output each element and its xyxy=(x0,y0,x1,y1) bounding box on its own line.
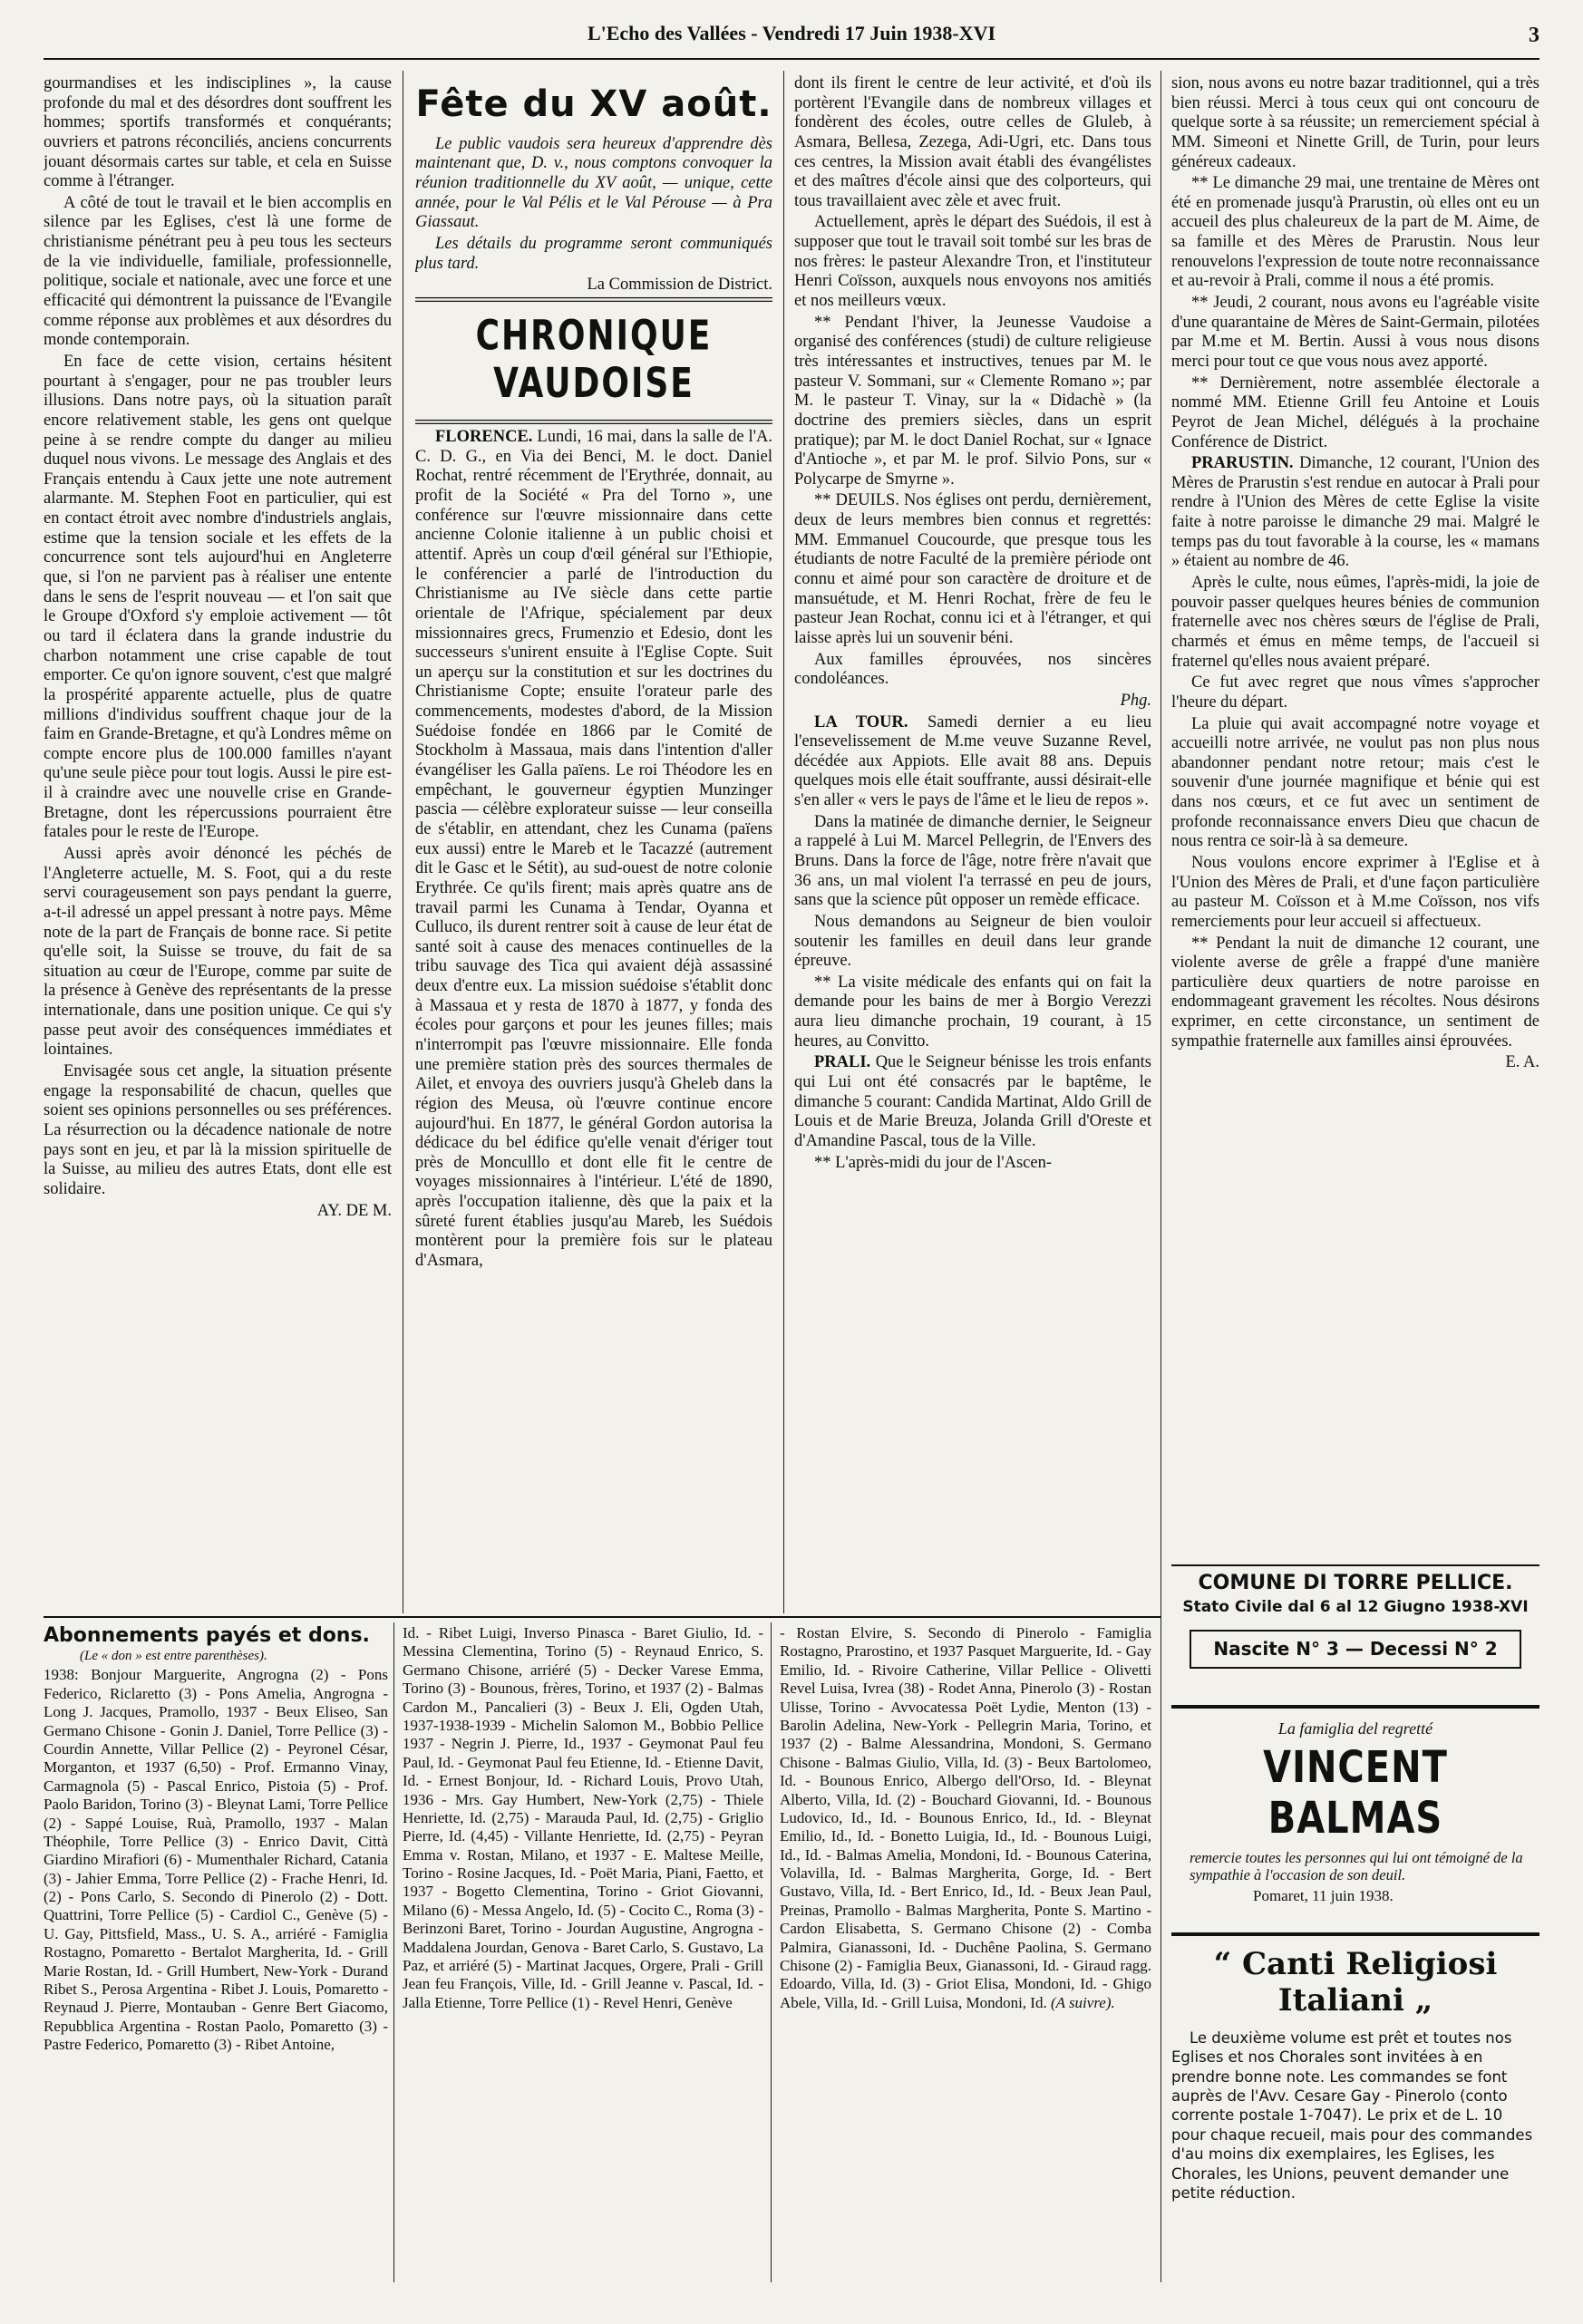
famiglia-line: La famiglia del regretté xyxy=(1277,1719,1433,1738)
paragraph: ** DEUILS. Nos églises ont perdu, dernièrement, deux de leurs membres bien connus et regrettés: MM. Emmanuel Coucourde, que presque tous les étudiants de notre Faculté de la première période ont connu et aimé pour son caractère de droiture et de mansuétude, et M. Henri Rochat, frère de feu le pasteur Jean Rochat, connu ici et à l'étranger, et qui laisse après lui un souvenir béni. xyxy=(794,491,1151,647)
signature: AY. DE M. xyxy=(316,1201,392,1220)
prarustin-paragraph xyxy=(1171,454,1539,572)
paragraph: A côté de tout le travail et le bien accomplis en silence par les Eglises, c'est là une forme de christianisme pénétrant peu à peu tous les secteurs de la vie individuelle, familiale, professionnelle, politique, sociale et nationale, avec une force et une efficacité qui démontrent la puissance de l'Evangile comme réponse aux problèmes et aux désordres du monde contemporain. xyxy=(44,193,392,350)
signature: E. A. xyxy=(1505,1053,1539,1072)
section-divider xyxy=(44,1616,1161,1618)
paragraph: Aussi après avoir dénoncé les péchés de l'Angleterre actuelle, M. S. Foot, qui a du reste servi courageusement son pays pendant la guerre, a-t-il adressé un appel pressant à notre pays. Même note de la part de Français de bonne race. Si petite qu'elle soit, la Suisse se trouve, du fait de sa situation au cœur de l'Europe, comme par suite de la présence à Genève des représentants de la presse internationale, dans une position unique. Ce qui s'y passe peut avoir des conséquences immédiates et lointaines. xyxy=(44,844,392,1060)
right-lower-boxes xyxy=(1171,1564,1539,2299)
prarustin-heading: PRARUSTIN. xyxy=(1191,454,1294,473)
abonnements-subtitle: (Le « don » est entre parenthèses). xyxy=(80,1649,267,1664)
prali-paragraph xyxy=(794,1053,1151,1151)
paragraph: Actuellement, après le départ des Suédois, il est à supposer que tout le travail soit tombé sur les bras de nos frères: le pasteur Alexandre Tron, et l'instituteur Henri Coïsson, auxquels nous envoyons nos amitiés et nos meilleurs vœux. xyxy=(794,213,1151,311)
fete-signature: La Commission de District. xyxy=(587,276,772,295)
paragraph: ** Dernièrement, notre assemblée électorale a nommé MM. Etienne Grill feu Antoine et Louis Peyrot de Jean Michel, délégués à la prochaine Conférence de District. xyxy=(1171,373,1539,451)
paragraph: Envisagée sous cet angle, la situation présente engage la responsabilité de chacun, quelles que soient ses opinions personnelles ou ses préférences. La résurrection ou la décadence nationale de notre pays sont en jeu, et par là la mission spirituelle de la Suisse, au milieu des autres Etats, dont elle est solidaire. xyxy=(44,1062,392,1198)
column-rule xyxy=(783,71,784,1613)
canti-text: Le deuxième volume est prêt et toutes nos Eglises et nos Chorales sont invitées à en prendre bonne note. Les commandes se font auprès de l'Avv. Cesare Gay - Pinerolo (conto corrente postale 1-7047). Le prix et de L. 10 pour chaque recueil, mais pour des commandes d'au moins dix exemplaires, les Eglises, les Chorales, les Unions, peuvent demander une petite réduction. xyxy=(1171,2029,1533,2203)
paragraph: dont ils firent le centre de leur activité, et d'où ils portèrent l'Evangile dans de nombreux villages et fondèrent des écoles, outre celles de Gluleb, à Asmara, Bellesa, Zezega, Adi-Ugri, etc. Dans tous ces centres, la Mission avait établi des évangélistes et des maîtres d'école ainsi que des colporteurs, qui tous travaillaient avec zèle et avec fruit. xyxy=(794,74,1151,210)
latour-paragraph xyxy=(794,713,1151,811)
abonnements-list: 1938: Bonjour Marguerite, Angrogna (2) - Pons Federico, Riclaretto (3) - Pons Amelia, Angrogna - Long J. Jacques, Pramollo, 1937 - Beux Eliseo, San Germano Chisone - Gonin J. Daniel, Torre Pellice (3) - Courdin Annette, Villar Pellice (2) - Peyronel César, Morganton, et 1937 (6,50) - Prof. Ermanno Vinay, Carmagnola (5) - Pascal Enrico, Pistoia (5) - Prof. Paolo Baridon, Torino (3) - Bleynat Lami, Torre Pellice (2) - Sappé Louise, Ruà, Pramollo, 1937 - Malan Théophile, Torre Pellice (3) - Enrico Davit, Città Giardino Mirafiori (6) - Mumenthaler Richard, Catania (3) - Jahier Emma, Torre Pellice (2) - Frache Henri, Id. (2) - Pons Carlo, S. Secondo di Pinerolo (2) - Dott. Quattrini, Torre Pellice (5) - Cardiol C., Genève (5) - U. Gay, Pittsfield, Mass., U. S. A., arriéré - Famiglia Rostagno, Pomaretto - Bertalot Margherita, Id. - Grill Marie Rostan, Id. - Grill Humbert, New-York - Durand Ribet S., Perosa Argentina - Ribet J. Louis, Pomaretto - Reynaud J. Pierre, Montauban - Genre Bert Giacomo, Repubblica Argentina - Rostan Paolo, Pomaretto (3) - Pastre Federico, Pomaretto (3) - Ribet Antoine, xyxy=(44,1666,388,2054)
abonnements-col-3 xyxy=(780,1624,1151,2282)
comune-subtitle: Stato Civile dal 6 al 12 Giugno 1938-XVI xyxy=(1182,1597,1529,1616)
page-number: 3 xyxy=(1529,24,1539,47)
florence-heading: FLORENCE. xyxy=(435,428,533,447)
florence-paragraph xyxy=(415,428,772,1272)
paragraph: Ce fut avec regret que nous vîmes s'approcher l'heure du départ. xyxy=(1171,673,1539,712)
famiglia-desc: remercie toutes les personnes qui lui ont témoigné de la sympathie à l'occasion de son deuil. xyxy=(1190,1848,1523,1883)
column-2 xyxy=(415,74,772,1615)
abonnements-col-2 xyxy=(403,1624,763,2282)
canti-title: “ Canti Religiosi Italiani „ xyxy=(1213,1946,1498,2019)
fete-text-2: Les détails du programme seront communiqués plus tard. xyxy=(415,235,772,273)
comune-box xyxy=(1171,1564,1539,1669)
column-3 xyxy=(794,74,1151,1615)
paragraph: gourmandises et les indisciplines », la cause profonde du mal et des désordres dont souffrent les hommes; sportifs transformés et conquérants; ouvriers et patrons réconciliés, anciens concurrents jouant désormais cartes sur table, et cela en Suisse comme à l'étranger. xyxy=(44,74,392,191)
masthead-title: L'Echo des Vallées - Vendredi 17 Juin 1938-XVI xyxy=(587,22,996,44)
masthead xyxy=(44,22,1539,60)
abonnements-col-1 xyxy=(44,1624,388,2282)
paragraph: ** Pendant l'hiver, la Jeunesse Vaudoise a organisé des conférences (studi) de culture religieuse très intéressantes et instructives, tenues par M. le pasteur V. Sommani, sur « Clemente Romano »; par M. le pasteur T. Vinay, sur la « Didachè » (la doctrine des premiers siècles, dans un esprit pratique); par M. le doct Daniel Rochat, sur « Ignace d'Antioche », et par M. le prof. Silvio Pons, sur « Polycarpe de Smyrne ». xyxy=(794,313,1151,489)
abonnements-title: Abonnements payés et dons. xyxy=(44,1624,370,1647)
paragraph: ** Jeudi, 2 courant, nous avons eu l'agréable visite d'une quarantaine de Mères de Saint-Germain, pilotées par M.me et M. Bertin. Aussi à vous nous disons merci pour tout ce que vous nous avez apporté. xyxy=(1171,294,1539,371)
latour-heading: LA TOUR. xyxy=(814,712,908,731)
paragraph: En face de cette vision, certains hésitent pourtant à s'engager, pour ne pas troubler leurs illusions. Dans notre pays, où la situation paraît encore relativement stable, les gens ont quelque peine à se rendre compte du danger au milieu duquel nous vivons. Le message des Anglais et des Français entendu à Caux jette une note autrement alarmante. M. Stephen Foot en particulier, qui est en contact étroit avec nombre d'industriels anglais, estime que la tension sociale et les effets de la concurrence sont tels aujourd'hui en Angleterre que, si l'on ne parvient pas à réaliser une entente dans le sens de l'esprit nouveau — et l'on sait que le Groupe d'Oxford s'y emploie activement — tôt ou tard il éclatera dans la grande industrie du charbon notamment une crise capable de tout emporter. Ce qu'on ignore souvent, c'est que malgré la prospérité apparente actuelle, plus de quatre millions d'individus souffrent chaque jour de la faim en Grande-Bretagne, et qu'à Londres même on compte encore plus de 100.000 familles n'ayant qu'une seule pièce pour tout logis. Aussi le pire est-il à craindre avec une nouvelle crise en Grande-Bretagne, dont les répercussions pourraient être fatales pour le reste de l'Europe. xyxy=(44,352,392,842)
paragraph: Dans la matinée de dimanche dernier, le Seigneur a rappelé à Lui M. Marcel Pellegrin, de l'Envers des Bruns. Dans la force de l'âge, notre frère n'avait que 36 ans, un mal violent l'a terrassé en peu de jours, sans que la science pût opposer un remède efficace. xyxy=(794,812,1151,910)
prarustin-text: Dimanche, 12 courant, l'Union des Mères de Prarustin s'est rendue en autocar à Prali pour rendre à l'Union des Mères de cette Eglise la visite faite à notre paroisse le dimanche 29 mai. Malgré le temps pas du tout favorable à la course, les « mamans » étaient au nombre de 46. xyxy=(1171,454,1539,571)
famiglia-notice xyxy=(1171,1705,1539,1905)
prali-text: Que le Seigneur bénisse les trois enfants qui Lui ont été consacrés par le baptême, le dimanche 5 courant: Candida Martinat, Aldo Grill de Louis et de Marie Breuza, Jolanda Grill d'Oreste et d'Amandine Pascal, tous de la Ville. xyxy=(794,1053,1151,1150)
paragraph: Après le culte, nous eûmes, l'après-midi, la joie de pouvoir passer quelques heures bénies de communion fraternelle avec nos chères sœurs de l'église de Prali, charmés et émus en même temps, de l'accueil si fraternel qu'elles nous avaient préparé. xyxy=(1171,574,1539,671)
paragraph: sion, nous avons eu notre bazar traditionnel, qui a très bien réussi. Merci à tous ceux qui ont concouru de quelque sorte à sa réussite; un remerciement spécial à MM. Simeoni et Ninette Grill, de Turin, pour leurs généreux cadeaux. xyxy=(1171,74,1539,171)
column-rule xyxy=(393,1622,394,2282)
abonnements-list-text: - Rostan Elvire, S. Secondo di Pinerolo - Famiglia Rostagno, Prarostino, et 1937 Pasquet Marguerite, Id. - Gay Emilio, Id. - Rivoire Catherine, Villar Pellice - Olivetti Revel Luisa, Ivrea (38) - Rodet Anna, Pinerolo (3) - Rostan Ulisse, Torino - Avvocatessa Poët Lydie, Menton (13) - Barolin Adelina, New-York - Pellegrin Maria, Torino, et 1937 (2) - Balme Alessandrina, Mondoni, S. Germano Chisone - Balmas Giulio, Villa, Id. (3) - Beux Bartolomeo, Id. - Bounous Enrico, Albergo dell'Orso, Id. - Bleynat Alberto, Villa, Id. (2) - Bouchard Giovanni, Id. - Bounous Ludovico, Id., Id. - Bounous Enrico, Id., Id. - Bleynat Emilio, Id., Id. - Bonetto Luigia, Id., Id. - Bounous Luigi, Id., Id. - Balmas Amelia, Mondoni, Id. - Bounous Caterina, Volavilla, Id. - Balmas Margherita, Gorge, Id. - Bert Gustavo, Villa, Id. - Bert Enrico, Id., Id. - Beux Jean Paul, Preinas, Pramollo - Balmas Margherita, Ponte S. Martino - Cardon Elisabetta, S. Germano Chisone (2) - Comba Palmira, Gianassoni, Id. - Duchêne Paolina, S. Germano Chisone (2) - Famiglia Beux, Gianassoni, Id. - Giraud ragg. Edoardo, Villa, Id. (3) - Griot Elisa, Mondoni, Id. - Ghigo Abele, Villa, Id. - Grill Luisa, Mondoni, Id. xyxy=(780,1624,1151,2011)
abonnements-list: Id. - Ribet Luigi, Inverso Pinasca - Baret Giulio, Id. - Messina Clementina, Torino (5) - Reynaud Enrico, S. Germano Chisone, arriéré (5) - Decker Varese Emma, Torino (3) - Bounous, frères, Torino, et 1937 (2) - Balmas Cardon M., Pancalieri (3) - Beux J. Eli, Ogden Utah, 1937-1938-1939 - Michelin Salomon M., Bobbio Pellice 1937 - Negrin J. Pierre, Id., 1937 - Geymonat Paul feu Paul, Id. - Geymonat Paul feu Etienne, Id. - Etienne Davit, Id. - Ernest Bonjour, Id. - Richard Louis, Provo Utah, 1936 - Mrs. Gay Humbert, New-York (2,75) - Thiele Henriette, Id. (2,75) - Marauda Paul, Id. (2,75) - Griglio Pierre, Id. (4,45) - Villante Henriette, Id. (2,75) - Peyran Emma v. Rostan, Milano, et 1937 - E. Maltese Meille, Torino - Rosine Jacques, Id. - Poët Maria, Piani, Faetto, et 1937 - Bogetto Clementina, Torino - Griot Giovanni, Milano (6) - Messa Angelo, Id. (5) - Cocito C., Roma (3) - Berinzoni Baret, Torino - Jourdan Augustine, Angrogna - Maddalena Jourdan, Genova - Baret Carlo, S. Gustavo, La Paz, et arriéré (5) - Martinat Jacques, Orgere, Prali - Grill Jean feu François, Ville, Id. - Grill Jeanne v. Pascal, Id. - Jalla Etienne, Torre Pellice (1) - Revel Henri, Genève xyxy=(403,1624,763,2011)
column-4 xyxy=(1171,74,1539,1561)
nascite-decessi: Nascite N° 3 — Decessi N° 2 xyxy=(1190,1630,1521,1669)
canti-notice xyxy=(1171,1932,1539,2203)
famiglia-name: VINCENT BALMAS xyxy=(1263,1742,1448,1845)
paragraph: Nous demandons au Seigneur de bien vouloir soutenir les familles en deuil dans leur grande épreuve. xyxy=(794,912,1151,971)
prali-heading: PRALI. xyxy=(814,1053,871,1072)
paragraph: Nous voulons encore exprimer à l'Eglise et à l'Union des Mères de Prali, et d'une façon particulière au pasteur M. Coïsson et à M.me Coïsson, nos vifs remerciements pour leur accueil si affectueux. xyxy=(1171,853,1539,931)
chronique-title: CHRONIQUE VAUDOISE xyxy=(415,297,772,424)
paragraph: ** La visite médicale des enfants qui on fait la demande pour les bains de mer à Borgio Verezzi aura lieu dimanche prochain, 19 courant, à 15 heures, au Convitto. xyxy=(794,973,1151,1051)
fete-title: Fête du XV août. xyxy=(415,83,772,125)
paragraph: ** Le dimanche 29 mai, une trentaine de Mères ont été en promenade jusqu'à Prarustin, où elles ont eu un accueil des plus chaleureux de la part de M. Aime, de sa famille et des Mères de Prarustin. Nous leur renouvelons l'expression de toute notre reconnaissance et au-revoir à Prali, comme il nous a été promis. xyxy=(1171,174,1539,291)
paragraph: ** L'après-midi du jour de l'Ascen- xyxy=(814,1153,1052,1172)
florence-text: Lundi, 16 mai, dans la salle de l'A. C. D. G., en Via dei Benci, M. le doct. Daniel Rochat, rentré récemment de l'Erythrée, donnait, au profit de la Société « Pra del Torno », une conférence sur l'œuvre missionnaire dans cette ancienne Colonie italienne à un public choisi et attentif. Après un coup d'œil général sur l'Ethiopie, le conférencier a parlé de l'introduction du Christianisme au IVe siècle dans cette partie orientale de l'Afrique, spécialement par deux missionnaires grecs, Frumenzio et Edesio, dont les successeurs s'unirent ensuite à l'Eglise Copte. Suit un aperçu sur la constitution et sur les doctrines du Christianisme Copte; ensuite l'orateur parle des commencements, modestes d'abord, de la Mission Suédoise fondée en 1866 par le Comité de Stockholm à Massaua, mais dans l'intention d'aller évangéliser les Galla païens. Le roi Théodore les en empêchant, le gouverneur égyptien Munzinger pascia — célèbre explorateur suisse — leur conseilla de s'établir, en attendant, chez les Cunama (païens eux aussi) entre le Mareb et le Tacazzé (autrement dit le Gasc et le Sétit), au sud-ouest de notre colonie Erythrée. Ce qu'ils firent; mais après quatre ans de travail parmi les Cunama à Tendar, Oyanna et Culluco, ils durent rentrer soit à cause de leur état de santé soit à cause des menaces continuelles de la tribu sauvage des Tica qui avaient déjà assassiné deux d'entre eux. La mission suédoise s'établit donc à Massaua et y resta de 1870 à 1877, y fonda des écoles pour garçons et pour les jeunes filles; mais n'interrompit pas l'œuvre missionnaire. Elle fonda une première station près des sources thermales de Ailet, et envoya des ouvriers jusqu'à Gheleb dans la région des Meusa, où l'œuvre continue encore aujourd'hui. En 1877, le général Gordon autorisa la dédicace du bel édifice qu'elle venait d'ériger tout près de Monculllo et dont elle fit le centre de voyages missionnaires à l'intérieur. L'été de 1890, après l'occupation italienne, dès que la paix et la sûreté furent établies jusqu'au Mareb, les Suédois montèrent pour la première fois sur le plateau d'Asmara, xyxy=(415,428,772,1271)
a-suivre: (A suivre). xyxy=(1050,1993,1115,2011)
signature: Phg. xyxy=(1120,691,1151,710)
column-rule xyxy=(771,1622,772,2282)
famiglia-date: Pomaret, 11 juin 1938. xyxy=(1253,1887,1394,1905)
paragraph: ** Pendant la nuit de dimanche 12 courant, une violente averse de grêle a frappé d'une manière particulière deux quartiers de notre paroisse en endommageant gravement les récoltes. Nous désirons exprimer, en cette circonstance, un sentiment de sympathie fraternelle aux familles ainsi éprouvées. xyxy=(1171,934,1539,1051)
column-1 xyxy=(44,74,392,1615)
abonnements-list xyxy=(780,1624,1151,2012)
comune-title: COMUNE DI TORRE PELLICE. xyxy=(1198,1572,1513,1594)
paragraph: La pluie qui avait accompagné notre voyage et accueilli notre arrivée, ne voulut pas non plus nous abandonner pendant notre retour; mais c'est le souvenir d'une journée magnifique et bénie qui est dans nos cœurs, et ce fut avec un sentiment de profonde reconnaissance envers Dieu que chacun de nous rentra ce soir-là à sa demeure. xyxy=(1171,714,1539,851)
paragraph: Aux familles éprouvées, nos sincères condoléances. xyxy=(794,650,1151,689)
latour-text: Samedi dernier a eu lieu l'ensevelissement de M.me veuve Suzanne Revel, décédée aux Appiots. Elle avait 88 ans. Depuis quelques mois elle était souffrante, aussi désirait-elle s'en aller « vers le pays de l'âme et le lieu de repos ». xyxy=(794,712,1151,810)
fete-text: Le public vaudois sera heureux d'apprendre dès maintenant que, D. v., nous comptons convoquer la réunion traditionnelle du XV août, — unique, cette année, pour le Val Pélis et le Val Pérouse — à Pra Giassaut. xyxy=(415,134,772,232)
